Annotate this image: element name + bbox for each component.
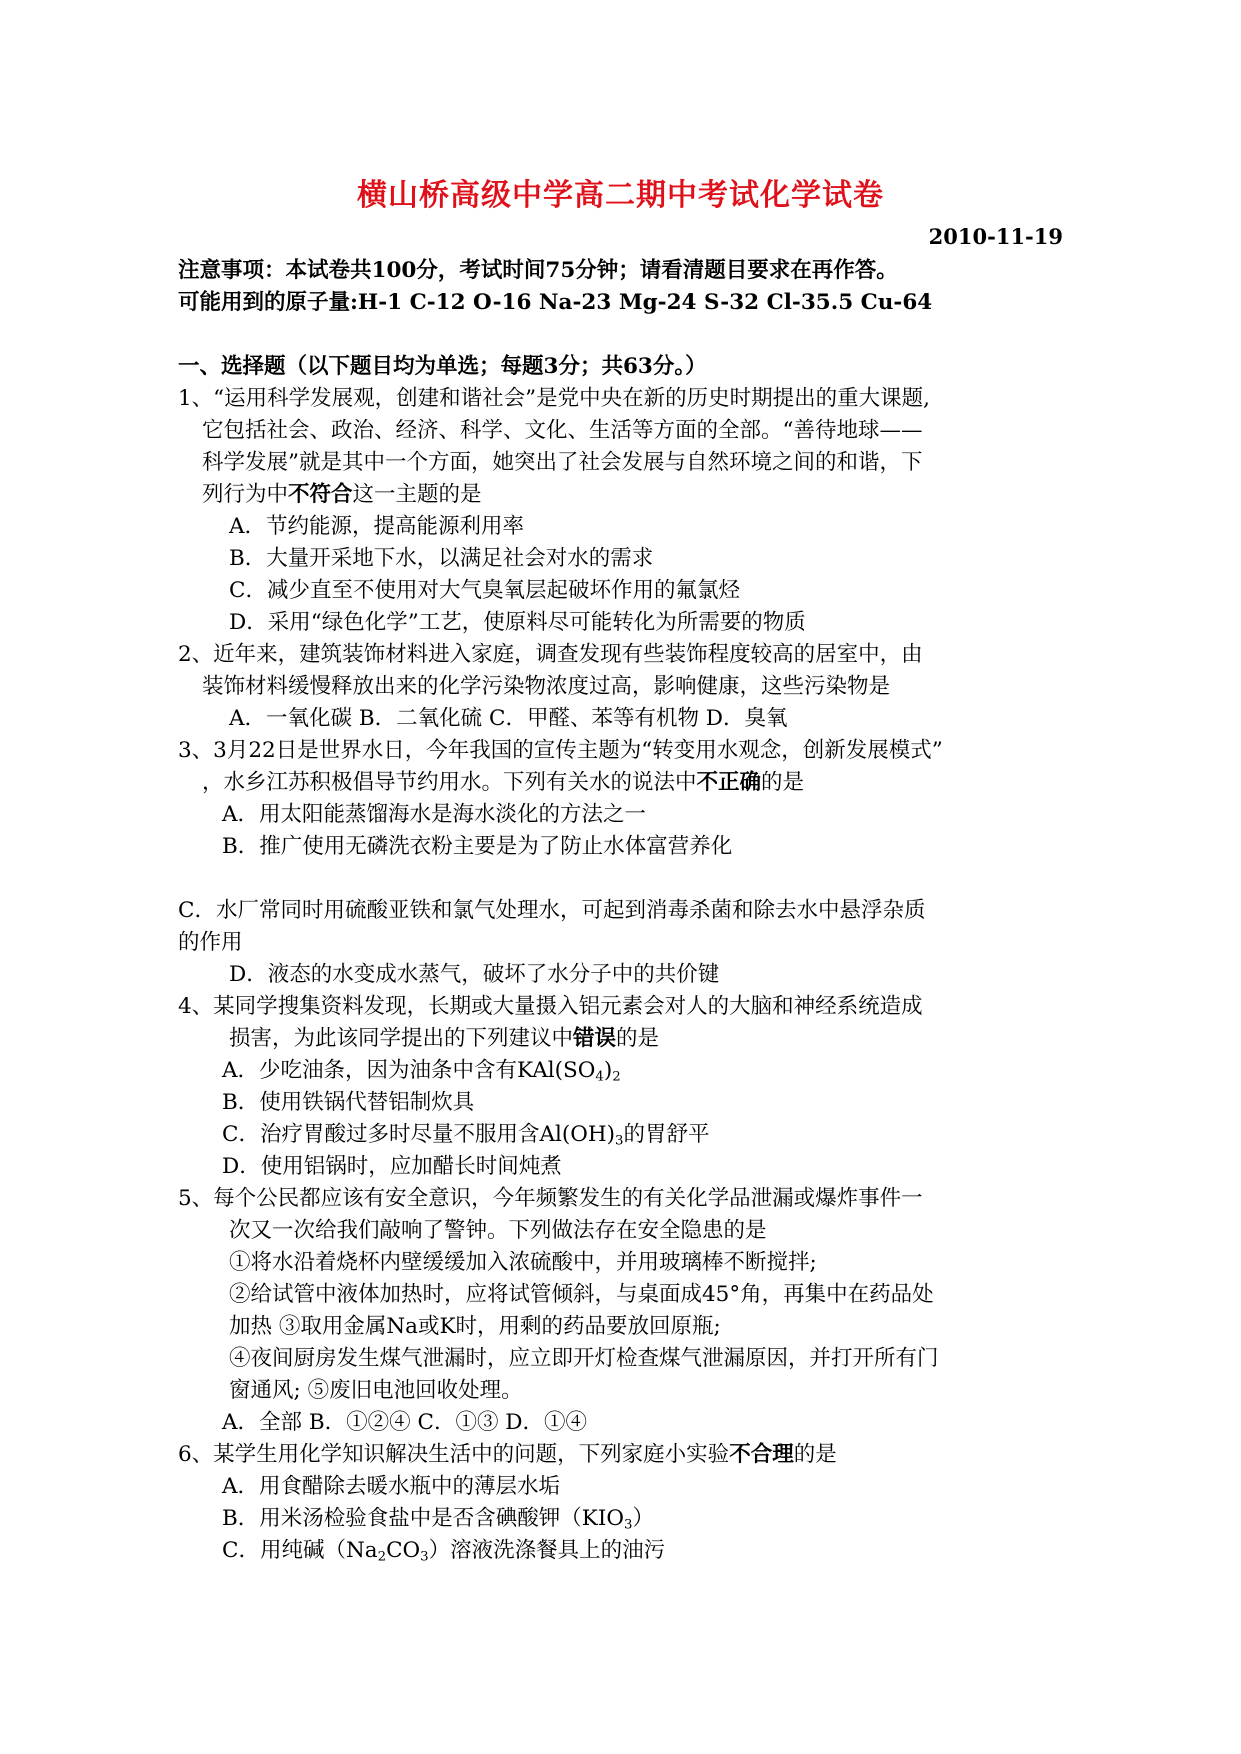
text-run: )	[603, 1058, 613, 1083]
question-5-stem: 次又一次给我们敲响了警钟。下列做法存在安全隐患的是	[229, 1218, 767, 1243]
subscript: 2	[377, 1549, 387, 1565]
exam-notice: 注意事项：本试卷共100分，考试时间75分钟；请看清题目要求在再作答。	[178, 258, 898, 283]
question-5-statement: 窗通风; ⑤废旧电池回收处理。	[229, 1378, 523, 1403]
question-4-stem: 4、某同学搜集资料发现，长期或大量摄入铝元素会对人的大脑和神经系统造成	[178, 994, 923, 1019]
text-run: 的是	[793, 1442, 837, 1467]
subscript: 3	[615, 1133, 624, 1149]
question-3-option-c: 的作用	[178, 930, 243, 955]
text-run: C．用纯碱（Na	[222, 1538, 378, 1563]
question-3-option-b: B．推广使用无磷洗衣粉主要是为了防止水体富营养化	[222, 834, 733, 859]
exam-title: 横山桥高级中学高二期中考试化学试卷	[357, 178, 884, 213]
emphasis-text: 不正确	[696, 770, 762, 795]
exam-date: 2010-11-19	[928, 224, 1063, 249]
emphasis-text: 错误	[573, 1026, 617, 1051]
subscript: 4	[595, 1069, 604, 1085]
text-run: CO	[386, 1538, 421, 1563]
question-2-stem: 2、近年来，建筑装饰材料进入家庭，调查发现有些装饰程度较高的居室中，由	[178, 642, 923, 667]
question-5-options: A．全部 B．①②④ C．①③ D．①④	[222, 1410, 588, 1435]
question-4-stem	[229, 1023, 1119, 1055]
question-4-option-c	[222, 1119, 1112, 1151]
question-4-option-a	[222, 1055, 1112, 1087]
question-1-stem: 它包括社会、政治、经济、科学、文化、生活等方面的全部。“善待地球——	[202, 418, 923, 443]
question-2-options: A．一氧化碳 B．二氧化硫 C．甲醛、苯等有机物 D．臭氧	[229, 706, 788, 731]
question-6-option-c	[222, 1535, 1112, 1567]
text-run: B．用米汤检验食盐中是否含碘酸钾（KIO	[222, 1506, 624, 1531]
question-3-stem	[202, 767, 1092, 799]
question-3-stem: 3、3月22日是世界水日，今年我国的宣传主题为“转变用水观念，创新发展模式”	[178, 738, 943, 763]
question-6-option-b	[222, 1503, 1112, 1535]
text-run: 的胃舒平	[623, 1122, 710, 1147]
text-run: 列行为中	[202, 482, 289, 507]
text-run: 6、某学生用化学知识解决生活中的问题，下列家庭小实验	[178, 1442, 730, 1467]
emphasis-text: 不合理	[729, 1442, 794, 1467]
question-6-option-a: A．用食醋除去暖水瓶中的薄层水垢	[222, 1474, 561, 1499]
question-5-stem: 5、每个公民都应该有安全意识，今年频繁发生的有关化学品泄漏或爆炸事件一	[178, 1186, 923, 1211]
question-1-option-c: C．减少直至不使用对大气臭氧层起破坏作用的氟氯烃	[229, 578, 740, 603]
question-1-stem: 1、“运用科学发展观，创建和谐社会”是党中央在新的历史时期提出的重大课题,	[178, 386, 930, 411]
question-4-option-d: D．使用铝锅时，应加醋长时间炖煮	[222, 1154, 562, 1179]
text-run: 损害，为此该同学提出的下列建议中	[229, 1026, 574, 1051]
section-heading: 一、选择题（以下题目均为单选；每题3分；共63分。）	[178, 354, 707, 379]
text-run: ）溶液洗涤餐具上的油污	[428, 1538, 666, 1563]
question-2-stem: 装饰材料缓慢释放出来的化学污染物浓度过高，影响健康，这些污染物是	[202, 674, 891, 699]
question-4-option-b: B．使用铁锅代替铝制炊具	[222, 1090, 475, 1115]
text-run: ，水乡江苏积极倡导节约用水。下列有关水的说法中	[202, 770, 697, 795]
text-run: 的是	[761, 770, 805, 795]
question-5-statement: ②给试管中液体加热时，应将试管倾斜，与桌面成45°角，再集中在药品处	[229, 1282, 934, 1307]
question-1-stem: 科学发展”就是其中一个方面，她突出了社会发展与自然环境之间的和谐，下	[202, 450, 923, 475]
text-run: A．少吃油条，因为油条中含有KAl(SO	[222, 1058, 596, 1083]
text-run: 的是	[616, 1026, 660, 1051]
question-3-option-c: C．水厂常同时用硫酸亚铁和氯气处理水，可起到消毒杀菌和除去水中悬浮杂质	[178, 898, 926, 923]
question-5-statement: ④夜间厨房发生煤气泄漏时，应立即开灯检查煤气泄漏原因，并打开所有门	[229, 1346, 939, 1371]
question-3-option-d: D．液态的水变成水蒸气，破坏了水分子中的共价键	[229, 962, 720, 987]
text-run: 这一主题的是	[352, 482, 482, 507]
subscript: 2	[612, 1069, 621, 1085]
question-5-statement: ①将水沿着烧杯内壁缓缓加入浓硫酸中，并用玻璃棒不断搅拌;	[229, 1250, 817, 1275]
question-1-option-d: D．采用“绿色化学”工艺，使原料尽可能转化为所需要的物质	[229, 610, 806, 635]
subscript: 3	[623, 1517, 633, 1533]
question-1-option-a: A．节约能源，提高能源利用率	[229, 514, 525, 539]
question-1-stem	[202, 479, 1092, 511]
atomic-masses: 可能用到的原子量:H-1 C-12 O-16 Na-23 Mg-24 S-32 Cl-35.5 Cu-64	[178, 290, 933, 315]
question-6-stem	[178, 1439, 1068, 1471]
text-run: ）	[632, 1506, 654, 1531]
question-3-option-a: A．用太阳能蒸馏海水是海水淡化的方法之一	[222, 802, 647, 827]
emphasis-text: 不符合	[288, 482, 353, 507]
text-run: C．治疗胃酸过多时尽量不服用含Al(OH)	[222, 1122, 616, 1147]
question-1-option-b: B．大量开采地下水，以满足社会对水的需求	[229, 546, 654, 571]
question-5-statement: 加热 ③取用金属Na或K时，用剩的药品要放回原瓶;	[229, 1314, 721, 1339]
subscript: 3	[420, 1549, 429, 1565]
